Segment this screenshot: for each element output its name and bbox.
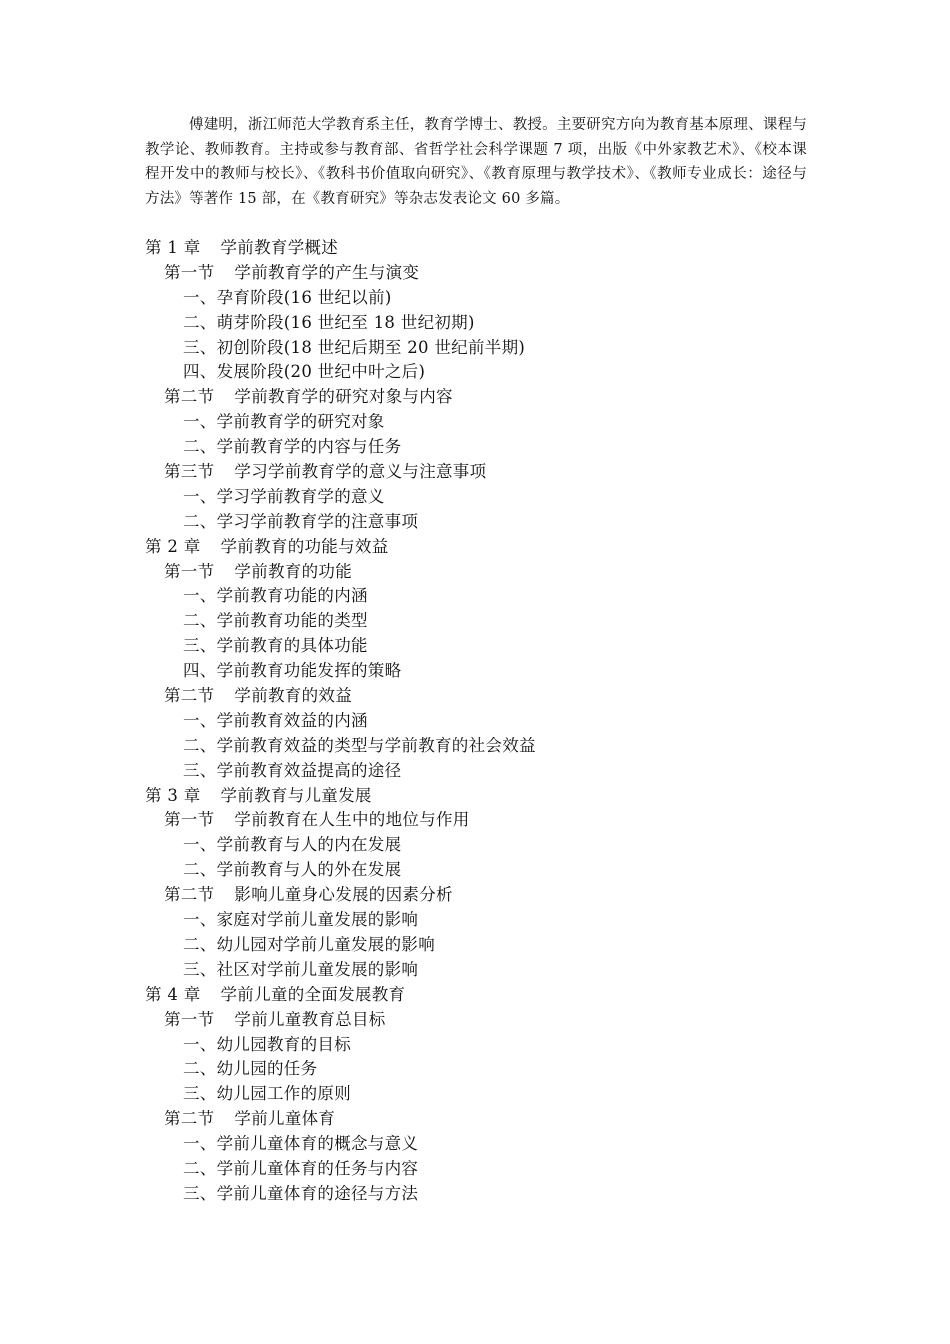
chapter-title: 学前教育学概述 xyxy=(220,238,339,257)
section-title: 影响儿童身心发展的因素分析 xyxy=(234,885,453,905)
section-title: 学习学前教育学的意义与注意事项 xyxy=(234,462,487,482)
item-text: 二、幼儿园对学前儿童发展的影响 xyxy=(183,934,435,954)
chapter-number: 第 3 章 xyxy=(145,785,201,805)
section-title: 学前教育的效益 xyxy=(234,686,353,706)
item-text: 三、学前教育效益提高的途径 xyxy=(183,760,402,780)
toc-item xyxy=(145,709,825,734)
section-title: 学前儿童体育 xyxy=(234,1109,336,1129)
toc-item xyxy=(145,759,825,784)
section-title: 学前儿童教育总目标 xyxy=(234,1009,386,1029)
toc-section xyxy=(145,883,825,908)
section-number: 第一节 xyxy=(164,1009,215,1029)
section-title: 学前教育学的研究对象与内容 xyxy=(234,387,453,407)
toc-item xyxy=(145,485,825,510)
section-title: 学前教育学的产生与演变 xyxy=(234,262,420,282)
toc-section xyxy=(145,560,825,585)
item-text: 一、幼儿园教育的目标 xyxy=(183,1034,351,1054)
item-text: 一、学前教育与人的内在发展 xyxy=(183,835,402,855)
section-number: 第一节 xyxy=(164,810,215,830)
toc-section xyxy=(145,1008,825,1033)
author-bio-paragraph: 傅建明，浙江师范大学教育系主任，教育学博士、教授。主要研究方向为教育基本原理、课程与教学论、教师教育。主持或参与教育部、省哲学社会科学课题 7 项，出版《中外家教艺术》、《校本课程开发中的教师与校长》、《教科书价值取向研究》、《教育原理与教学技术》、《教师专业成长：途径与方法》等著作 15 部，在《教育研究》等杂志发表论文 60 多篇。 xyxy=(145,117,807,207)
chapter-title: 学前教育与儿童发展 xyxy=(220,785,372,805)
toc-item xyxy=(145,958,825,983)
section-number: 第二节 xyxy=(164,387,215,407)
section-number: 第三节 xyxy=(164,462,215,482)
toc-item xyxy=(145,908,825,933)
toc-item xyxy=(145,360,825,385)
item-text: 二、学习学前教育学的注意事项 xyxy=(183,511,419,531)
item-text: 一、孕育阶段(16 世纪以前) xyxy=(183,287,392,307)
toc-item xyxy=(145,584,825,609)
toc-chapter xyxy=(145,784,825,809)
toc-item xyxy=(145,510,825,535)
item-text: 三、初创阶段(18 世纪后期至 20 世纪前半期) xyxy=(183,337,526,357)
toc-chapter xyxy=(145,983,825,1008)
section-number: 第一节 xyxy=(164,262,215,282)
toc-section xyxy=(145,385,825,410)
toc-item xyxy=(145,286,825,311)
chapter-number: 第 4 章 xyxy=(145,984,201,1004)
item-text: 四、学前教育功能发挥的策略 xyxy=(183,661,402,681)
toc-section xyxy=(145,684,825,709)
section-title: 学前教育在人生中的地位与作用 xyxy=(234,810,470,830)
section-title: 学前教育的功能 xyxy=(234,561,353,581)
item-text: 三、幼儿园工作的原则 xyxy=(183,1084,351,1104)
item-text: 三、学前教育的具体功能 xyxy=(183,636,368,656)
toc-section xyxy=(145,261,825,286)
item-text: 二、学前教育与人的外在发展 xyxy=(183,860,402,880)
toc-item xyxy=(145,858,825,883)
item-text: 二、学前儿童体育的任务与内容 xyxy=(183,1158,419,1178)
toc-item xyxy=(145,933,825,958)
section-number: 第二节 xyxy=(164,1109,215,1129)
toc-item xyxy=(145,1082,825,1107)
toc-section xyxy=(145,460,825,485)
item-text: 一、学前教育学的研究对象 xyxy=(183,412,385,432)
toc-item xyxy=(145,1132,825,1157)
item-text: 二、学前教育功能的类型 xyxy=(183,611,368,631)
chapter-title: 学前儿童的全面发展教育 xyxy=(220,984,406,1004)
toc-item xyxy=(145,410,825,435)
item-text: 一、家庭对学前儿童发展的影响 xyxy=(183,910,419,930)
toc-chapter xyxy=(145,236,825,261)
toc-item xyxy=(145,609,825,634)
toc-item xyxy=(145,734,825,759)
item-text: 一、学前儿童体育的概念与意义 xyxy=(183,1134,419,1154)
chapter-number: 第 2 章 xyxy=(145,536,201,556)
section-number: 第二节 xyxy=(164,686,215,706)
item-text: 二、学前教育效益的类型与学前教育的社会效益 xyxy=(183,735,536,755)
toc-item xyxy=(145,336,825,361)
toc-item xyxy=(145,659,825,684)
chapter-title: 学前教育的功能与效益 xyxy=(220,536,389,556)
toc-item xyxy=(145,634,825,659)
toc-item xyxy=(145,311,825,336)
section-number: 第一节 xyxy=(164,561,215,581)
table-of-contents xyxy=(145,236,825,1207)
item-text: 四、发展阶段(20 世纪中叶之后) xyxy=(183,362,426,382)
chapter-number: 第 1 章 xyxy=(145,238,201,257)
toc-item xyxy=(145,1182,825,1207)
item-text: 一、学前教育功能的内涵 xyxy=(183,586,368,606)
section-number: 第二节 xyxy=(164,885,215,905)
item-text: 二、萌芽阶段(16 世纪至 18 世纪初期) xyxy=(183,312,475,332)
item-text: 三、学前儿童体育的途径与方法 xyxy=(183,1183,419,1203)
item-text: 二、幼儿园的任务 xyxy=(183,1059,318,1079)
toc-section xyxy=(145,1107,825,1132)
item-text: 一、学前教育效益的内涵 xyxy=(183,710,368,730)
toc-item xyxy=(145,1157,825,1182)
toc-chapter xyxy=(145,535,825,560)
item-text: 二、学前教育学的内容与任务 xyxy=(183,437,402,457)
toc-item xyxy=(145,435,825,460)
toc-item xyxy=(145,1033,825,1058)
toc-section xyxy=(145,808,825,833)
item-text: 三、社区对学前儿童发展的影响 xyxy=(183,959,419,979)
toc-item xyxy=(145,833,825,858)
toc-item xyxy=(145,1057,825,1082)
item-text: 一、学习学前教育学的意义 xyxy=(183,486,385,506)
